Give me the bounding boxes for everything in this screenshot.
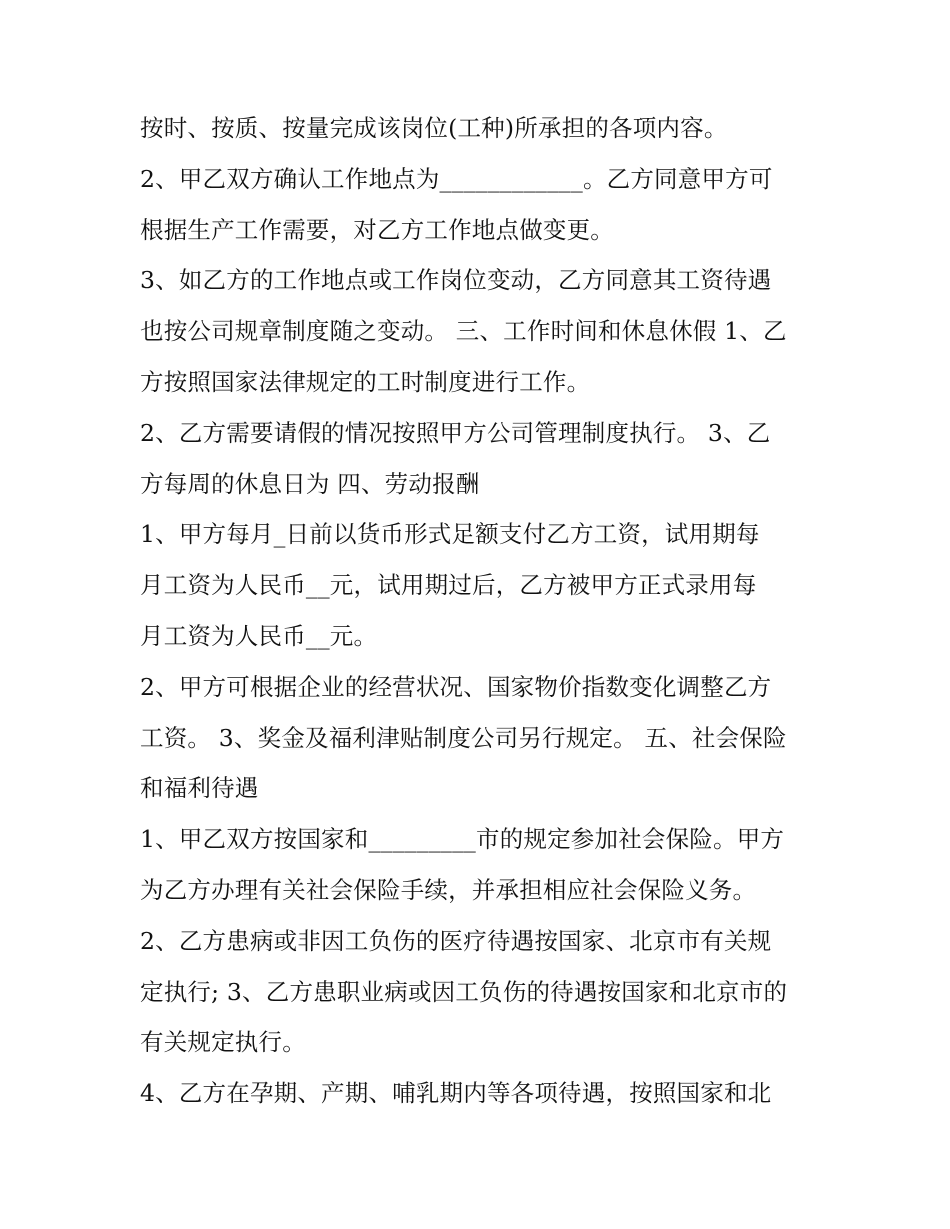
- text-line: 月工资为人民币__元，试用期过后，乙方被甲方正式录用每: [140, 571, 757, 600]
- text-line: 有关规定执行。: [140, 1028, 306, 1057]
- text-line: 也按公司规章制度随之变动。 三、工作时间和休息休假 1、乙: [140, 317, 787, 346]
- text-line: 2、甲方可根据企业的经营状况、国家物价指数变化调整乙方: [140, 672, 772, 701]
- text-line: 工资。 3、奖金及福利津贴制度公司另行规定。 五、社会保险: [140, 723, 787, 752]
- text-line: 月工资为人民币__元。: [140, 621, 378, 650]
- text-line: 1、甲方每月_日前以货币形式足额支付乙方工资，试用期每: [140, 520, 760, 549]
- text-line: 2、甲乙双方确认工作地点为____________。乙方同意甲方可: [140, 164, 773, 193]
- text-line: 定执行; 3、乙方患职业病或因工负伤的待遇按国家和北京市的: [140, 977, 788, 1006]
- text-line: 根据生产工作需要，对乙方工作地点做变更。: [140, 215, 614, 244]
- text-line: 4、乙方在孕期、产期、哺乳期内等各项待遇，按照国家和北: [140, 1079, 772, 1108]
- text-line: 按时、按质、按量完成该岗位(工种)所承担的各项内容。: [140, 114, 728, 142]
- text-line: 方每周的休息日为 四、劳动报酬: [140, 469, 480, 498]
- text-line: 3、如乙方的工作地点或工作岗位变动，乙方同意其工资待遇: [140, 266, 772, 295]
- text-line: 2、乙方患病或非因工负伤的医疗待遇按国家、北京市有关规: [140, 926, 772, 955]
- text-line: 1、甲乙双方按国家和_________市的规定参加社会保险。甲方: [140, 825, 785, 854]
- text-line: 方按照国家法律规定的工时制度进行工作。: [140, 367, 591, 396]
- text-line: 和福利待遇: [140, 774, 259, 803]
- text-line: 为乙方办理有关社会保险手续，并承担相应社会保险义务。: [140, 875, 757, 904]
- text-line: 2、乙方需要请假的情况按照甲方公司管理制度执行。 3、乙: [140, 418, 771, 447]
- document-body: [140, 103, 840, 1119]
